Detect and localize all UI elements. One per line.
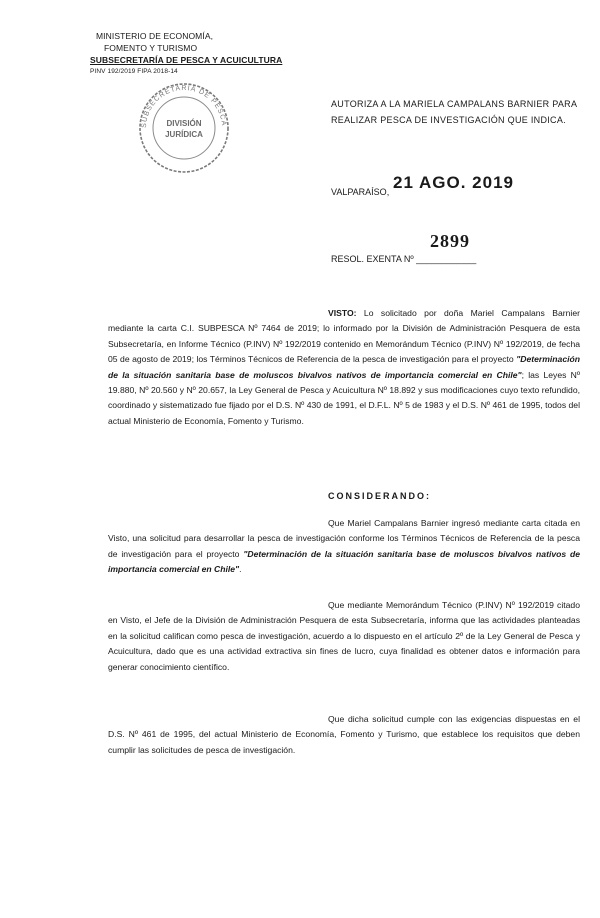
header-subsecretaria: SUBSECRETARÍA DE PESCA Y ACUICULTURA <box>90 55 283 65</box>
header-ministry-sub: FOMENTO Y TURISMO <box>104 43 198 53</box>
c2-text: Que mediante Memorándum Técnico (P.INV) Nº 192/2019 citado en Visto, el Jefe de la División de Administración Pesquera de esta Subsecretaría, informa que las actividades planteadas en la solicitud califican como pesca de investigación, acuerdo a lo dispuesto en el artículo 2º de la Ley General de Pesca y Acuicultura, dado que es una actividad extractiva sin fines de lucro, cuya finalidad es obtener datos e información para generar conocimiento científico. <box>108 600 580 672</box>
header-reference: PINV 192/2019 FIPA 2018-14 <box>90 68 178 75</box>
visto-project: "Determinación de la situación sanitaria base de moluscos bivalvos nativos de importancia comercial en Chile" <box>108 354 580 380</box>
c1-text-1: Que Mariel Campalans Barnier ingresó mediante carta citada en Visto, una solicitud para desarrollar la pesca de investigación conforme los Términos Técnicos de Referencia de la pesca de investigación para el proyecto <box>108 518 580 559</box>
resolution-title: AUTORIZA A LA MARIELA CAMPALANS BARNIER PARA REALIZAR PESCA DE INVESTIGACIÓN QUE INDICA. <box>331 99 577 125</box>
considerando-1 <box>108 516 580 578</box>
date-stamp: 21 AGO. 2019 <box>393 173 514 192</box>
stamp-inner-1: DIVISIÓN <box>166 119 202 128</box>
visto-lead: VISTO: <box>328 308 357 318</box>
c1-project: "Determinación de la situación sanitaria base de moluscos bivalvos nativos de importancia comercial en Chile" <box>108 548 581 575</box>
considerando-3 <box>108 712 580 758</box>
considerando-heading: CONSIDERANDO: <box>328 491 432 501</box>
considerando-2 <box>108 598 580 675</box>
resolution-label: RESOL. EXENTA Nº ____________ <box>331 254 477 264</box>
c1-text-2: . <box>239 564 242 575</box>
header-ministry: MINISTERIO DE ECONOMÍA, <box>96 31 214 41</box>
visto-paragraph <box>108 306 580 429</box>
visto-text-1: Lo solicitado por doña Mariel Campalans Barnier mediante la carta C.I. SUBPESCA Nº 7464 de 2019; lo informado por la División de Administración Pesquera de esta Subsecretaría, en Informe Técnico (P.INV) Nº 192/2019 contenido en Memorándum Técnico (P.INV) Nº 192/2019, de fecha 05 de agosto de 2019; los Términos Técnicos de Referencia de la pesca de investigación para el proyecto <box>108 308 580 365</box>
stamp-ring-text: SUBSECRETARÍA DE PESCA <box>140 84 228 129</box>
official-stamp <box>136 80 232 176</box>
place-label: VALPARAÍSO, <box>331 187 390 197</box>
c3-text: Que dicha solicitud cumple con las exigencias dispuestas en el D.S. Nº 461 de 1995, del actual Ministerio de Economía, Fomento y Turismo, que establece los requisitos que deben cumplir las solicitudes de pesca de investigación. <box>108 714 580 755</box>
stamp-inner-2: JURÍDICA <box>165 130 203 139</box>
ministry-header <box>90 30 282 78</box>
resolution-number: 2899 <box>430 231 470 251</box>
visto-text-2: ; las Leyes Nº 19.880, Nº 20.560 y Nº 20.657, la Ley General de Pesca y Acuicultura Nº 18.892 y sus modificaciones cuyo texto refundido, coordinado y sistematizado fue fijado por el D.S. Nº 430 de 1991, el D.F.L. Nº 5 de 1983 y el D.S. Nº 461 de 1995, todos del actual Ministerio de Economía, Fomento y Turismo. <box>108 369 580 426</box>
